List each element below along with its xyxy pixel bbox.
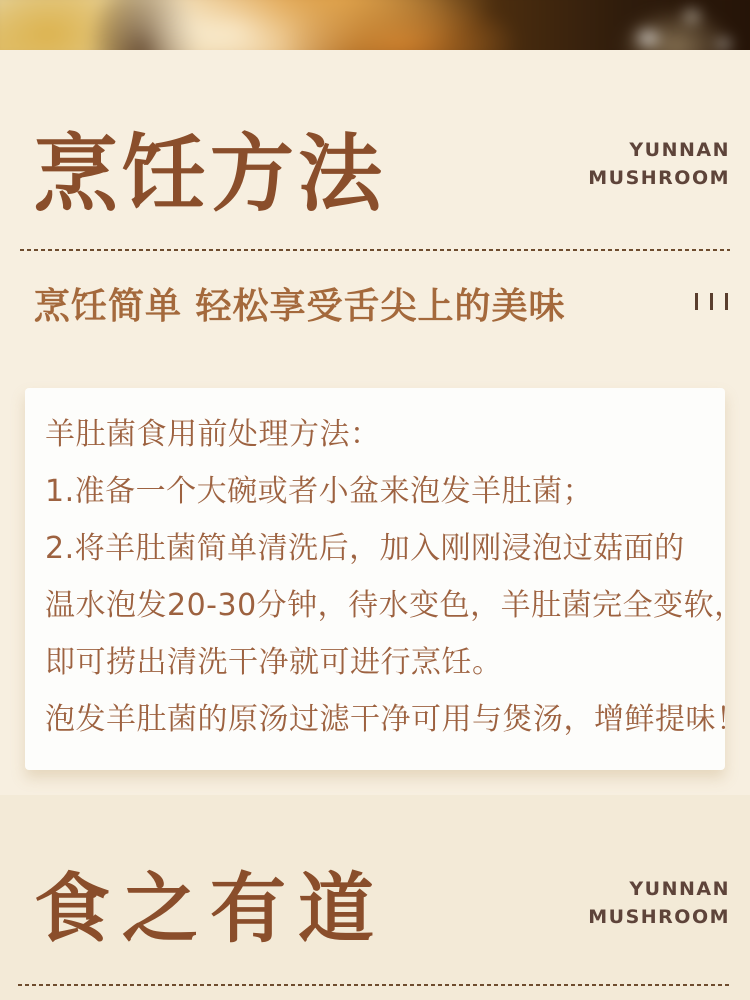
- cooking-heading-row: [20, 126, 730, 223]
- dashed-divider: [18, 984, 732, 986]
- card-line: 2.将羊肚菌简单清洗后，加入刚刚浸泡过菇面的: [45, 530, 685, 566]
- cooking-subtitle-row: [20, 283, 730, 330]
- card-line: 即可捞出清洗干净就可进行烹饪。: [45, 644, 503, 680]
- brand-line-1: YUNNAN: [629, 878, 730, 900]
- bar-1: [695, 293, 698, 310]
- brand-line-2: MUSHROOM: [588, 167, 730, 189]
- cooking-subtitle: 烹饪简单 轻松享受舌尖上的美味: [34, 285, 566, 327]
- eating-section-title: 食之有道: [34, 864, 386, 953]
- brand-mark: [588, 136, 730, 192]
- card-line: 羊肚菌食用前处理方法：: [45, 416, 381, 452]
- card-line: 温水泡发20-30分钟，待水变色，羊肚菌完全变软，: [45, 587, 745, 623]
- dashed-divider: [20, 249, 730, 251]
- eating-heading-row: [20, 865, 730, 952]
- cooking-section-title: 烹饪方法: [34, 124, 387, 223]
- brand-line-1: YUNNAN: [629, 139, 730, 161]
- section-cooking-method: [0, 50, 750, 795]
- card-line: 泡发羊肚菌的原汤过滤干净可用与煲汤，增鲜提味！: [45, 701, 747, 737]
- brand-line-2: MUSHROOM: [588, 906, 730, 928]
- section-way-of-eating: [0, 795, 750, 1000]
- bar-2: [710, 293, 713, 310]
- food-photo: [0, 0, 750, 50]
- card-line: 1.准备一个大碗或者小盆来泡发羊肚菌；: [45, 473, 594, 509]
- preparation-instructions-card: [25, 388, 747, 770]
- triple-bars-icon: [695, 293, 728, 310]
- bar-3: [725, 293, 728, 310]
- brand-mark: [588, 875, 730, 931]
- food-photo-blur: [0, 0, 750, 50]
